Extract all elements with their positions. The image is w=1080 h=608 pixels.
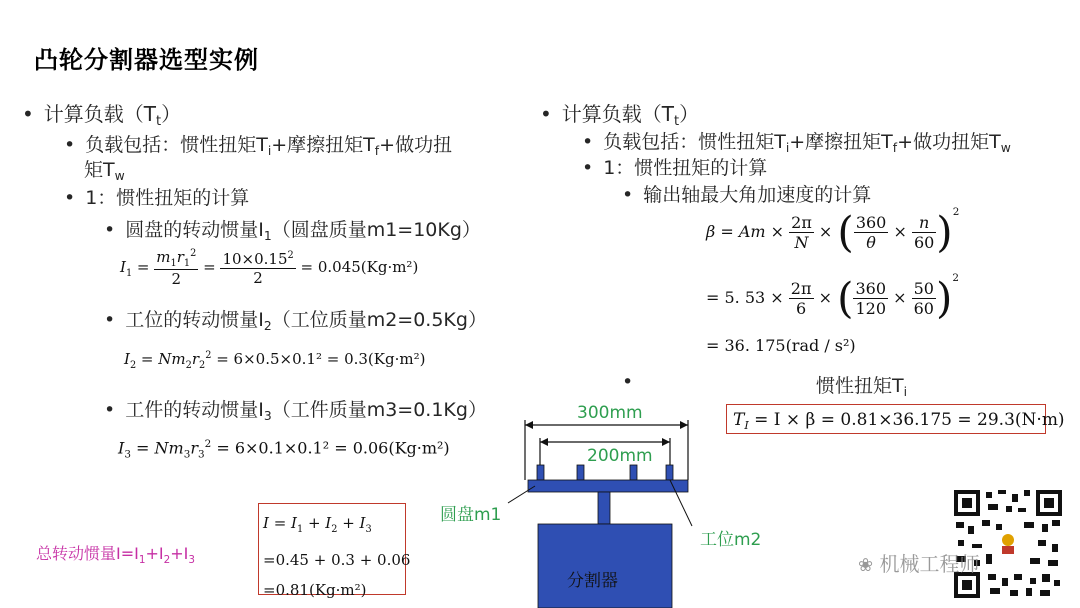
slide-title: 凸轮分割器选型实例 [34, 46, 259, 74]
watermark: ❀ 机械工程师 [858, 552, 980, 576]
dim-200-label: 200mm [587, 446, 653, 466]
right-bullet-5-dot: • [622, 371, 634, 393]
shaft [598, 492, 610, 524]
equation-i3: $I_3 = Nm_3r_3^2 = 6\times 0.1\times 0.1^2 = 0.06(Kg\cdot m^2)$ [118, 438, 450, 461]
dim-300-label: 300mm [577, 403, 643, 423]
right-bullet-4: • 输出轴最大角加速度的计算 [622, 184, 872, 206]
total-inertia-box: $I = I_1 + I_2 + I_3$ =0.45 + 0.3 + 0.06 =0.81(Kg·m²) [258, 503, 406, 595]
disc [528, 480, 688, 492]
left-bullet-2: • 负载包括：惯性扭矩$T_i+$摩擦扭矩$T_f+$做功扭 [64, 134, 453, 158]
left-bullet-5: • 工位的转动惯量$I_2$（工位质量m2=0.5Kg） [104, 309, 487, 333]
left-bullet-2-cont: 矩$T_w$ [84, 159, 125, 183]
equation-i1: $I_1$ = $\frac{m_1r_1^2}{2}$ = $\frac{10\times 0.15^2}{2}$ = 0.045(Kg·m²) [120, 248, 419, 288]
station-1 [537, 465, 544, 480]
left-bullet-3: • 1：惯性扭矩的计算 [64, 187, 250, 209]
left-bullet-1: • 计算负载$(T_t)$ [22, 102, 182, 129]
indexer-label: 分割器 [567, 571, 618, 591]
equation-beta: β = Am × $\frac{2\pi}{N}$ × ( $\frac{360}{\theta}$ × $\frac{n}{60}$ )$^2$ [706, 206, 960, 257]
inertia-torque-label: 惯性扭矩$T_i$ [816, 375, 908, 399]
left-bullet-6: • 工件的转动惯量$I_3$（工件质量m3=0.1Kg） [104, 399, 487, 423]
qr-logo-icon [1002, 534, 1014, 546]
station-4 [666, 465, 673, 480]
left-bullet-4: • 圆盘的转动惯量$I_1$（圆盘质量m1=10Kg） [104, 219, 481, 243]
station-2 [577, 465, 584, 480]
station-label: 工位m2 [700, 530, 762, 550]
right-bullet-1: • 计算负载$(T_t)$ [540, 102, 700, 129]
total-inertia-label: 总转动惯量$I=I_1+I_2+I_3$ [36, 544, 195, 566]
right-bullet-3: • 1：惯性扭矩的计算 [582, 157, 768, 179]
disc-leader [508, 486, 535, 503]
qr-code [952, 488, 1064, 600]
right-bullet-2: • 负载包括：惯性扭矩$T_i+$摩擦扭矩$T_f+$做功扭矩$T_w$ [582, 131, 1011, 155]
equation-i2: $I_2 = Nm_2r_2^2 = 6\times 0.5\times 0.1^2 = 0.3(Kg\cdot m^2)$ [124, 350, 426, 371]
disc-label: 圆盘m1 [440, 505, 502, 525]
equation-beta-step3: = 36. 175(rad / s²) [706, 336, 856, 355]
equation-beta-step2: = 5. 53 × $\frac{2\pi}{6}$ × ( $\frac{360}{120}$ × $\frac{50}{60}$ )$^2$ [706, 272, 959, 323]
station-3 [630, 465, 637, 480]
inertia-torque-box: $T_I = I \times \beta = 0.81\times 36.175 = 29.3(N\cdot m)$ [726, 404, 1046, 434]
wechat-icon: ❀ [858, 555, 874, 576]
